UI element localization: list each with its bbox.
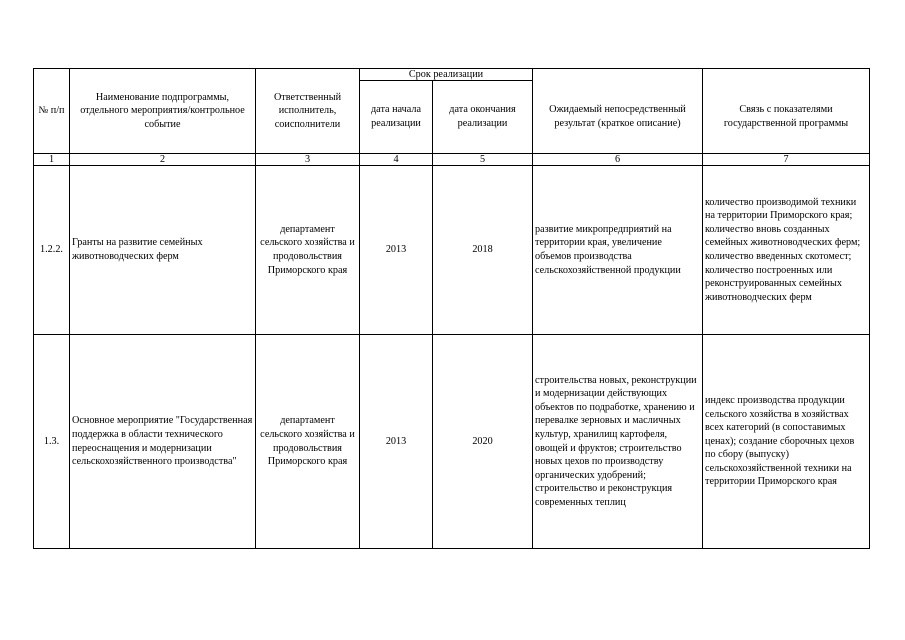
header-link: Связь с показателями государственной программы [703,81,870,154]
header-responsible: Ответственный исполнитель, соисполнители [256,69,360,154]
row-result: развитие микропредприятий на территории края, увеличение объемов производства сельскохозяйственной продукции [533,166,703,335]
column-number: 5 [433,154,533,166]
row-num: 1.2.2. [34,166,70,335]
table-row [34,335,870,549]
column-number: 1 [34,154,70,166]
row-start: 2013 [360,335,433,549]
row-num: 1.3. [34,335,70,549]
program-table [33,68,870,549]
row-result: строительства новых, реконструкции и модернизации действующих объектов по подработке, хранению и перевалке зерновых и масличных культур, хранилищ картофеля, овощей и фруктов; строительство новых цехов по производству органических удобрений; строительство и реконструкция современных теплиц [533,335,703,549]
column-number: 4 [360,154,433,166]
row-responsible: департамент сельского хозяйства и продовольствия Приморского края [256,335,360,549]
column-number: 3 [256,154,360,166]
header-num: № п/п [34,69,70,154]
row-name: Гранты на развитие семейных животноводческих ферм [70,166,256,335]
document-page [33,68,870,549]
header-result: Ожидаемый непосредственный результат (краткое описание) [533,81,703,154]
row-name: Основное мероприятие "Государственная поддержка в области технического переоснащения и модернизации сельскохозяйственного производства" [70,335,256,549]
column-number: 6 [533,154,703,166]
header-link-top [703,69,870,81]
table-row [34,166,870,335]
row-end: 2020 [433,335,533,549]
header-period-group: Срок реализации [360,69,533,81]
column-number-row [34,154,870,166]
column-number: 2 [70,154,256,166]
row-link: индекс производства продукции сельского хозяйства в хозяйствах всех категорий (в сопоставимых ценах); создание сборочных цехов по сбору (выпуску) сельскохозяйственной техники на территории Приморского края [703,335,870,549]
header-result-top [533,69,703,81]
column-number: 7 [703,154,870,166]
row-link: количество производимой техники на территории Приморского края; количество вновь созданных семейных животноводческих ферм; количество введенных скотомест; количество построенных или реконструированных семейных животноводческих ферм [703,166,870,335]
row-end: 2018 [433,166,533,335]
header-end: дата окончания реализации [433,81,533,154]
row-responsible: департамент сельского хозяйства и продовольствия Приморского края [256,166,360,335]
row-start: 2013 [360,166,433,335]
header-start: дата начала реализации [360,81,433,154]
header-name: Наименование подпрограммы, отдельного мероприятия/контрольное событие [70,69,256,154]
